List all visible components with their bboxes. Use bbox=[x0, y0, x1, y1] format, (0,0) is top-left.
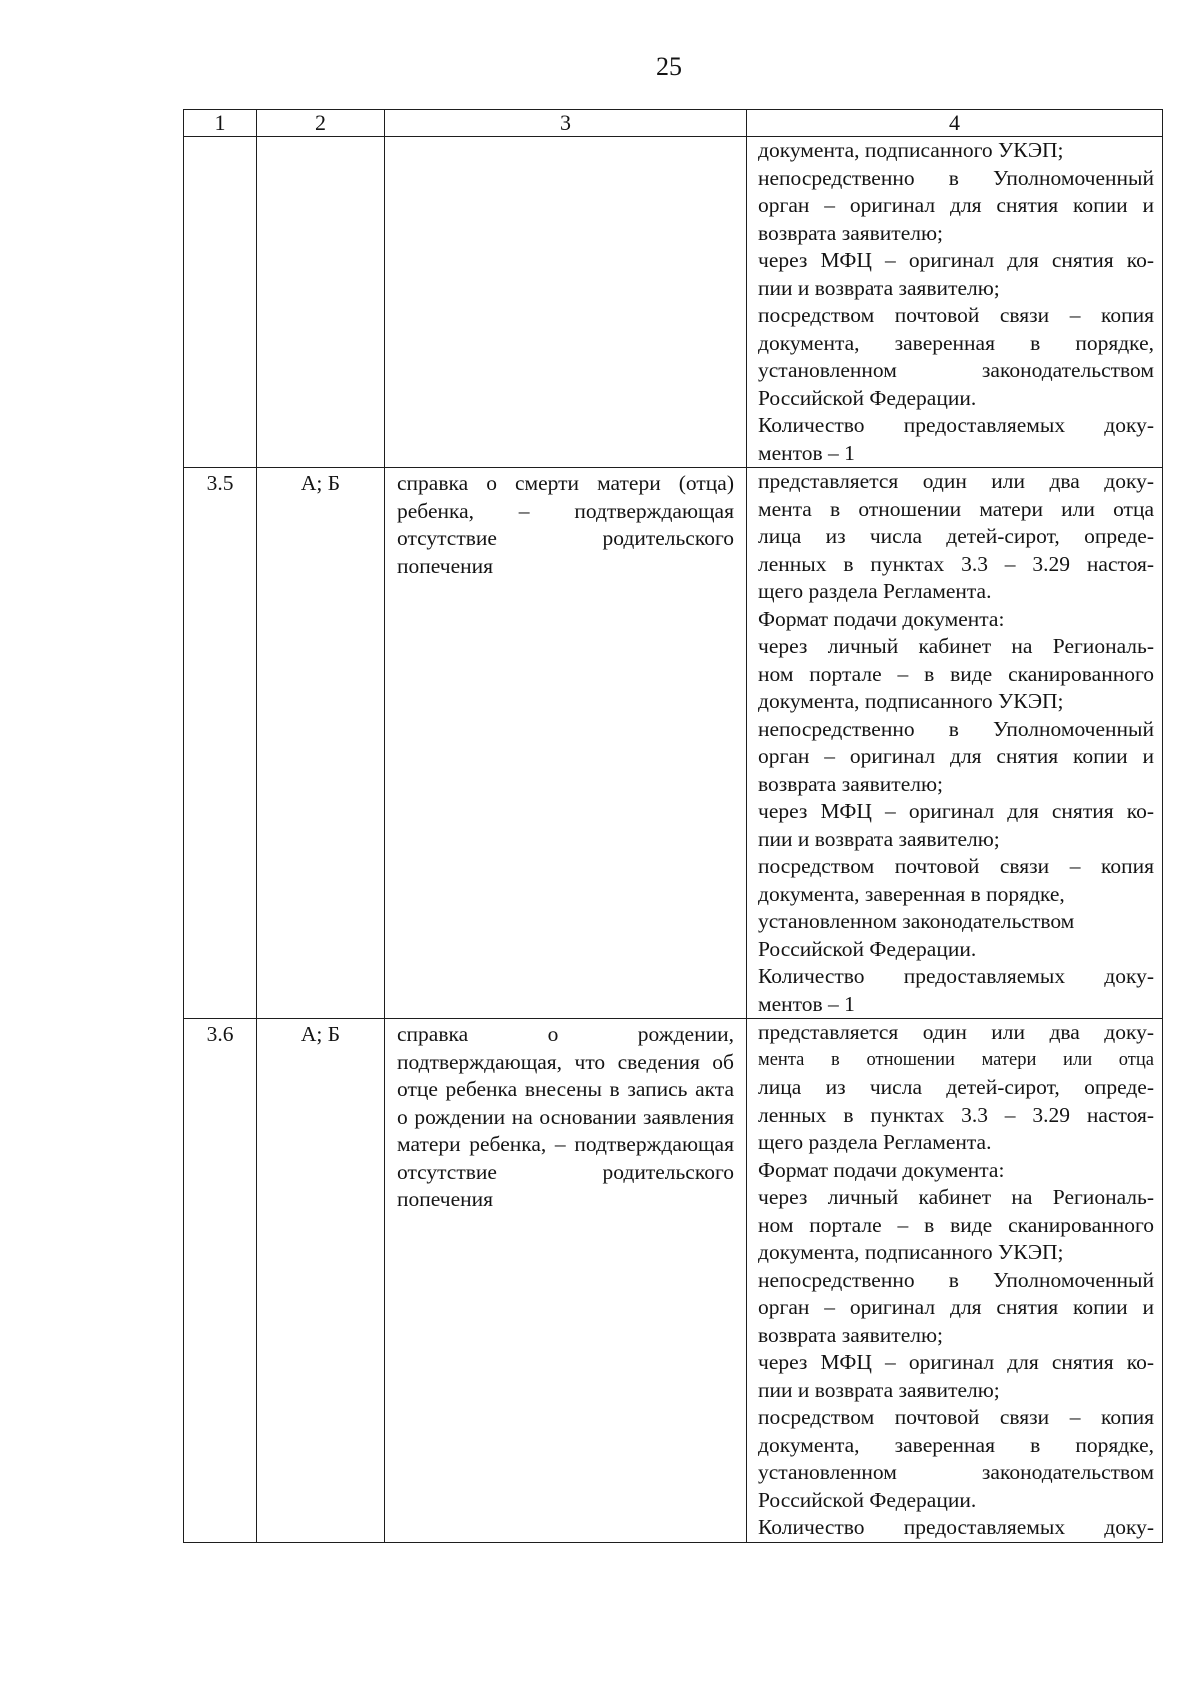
description-line: установленном законодательством bbox=[758, 1460, 1154, 1484]
description-line: ментов – 1 bbox=[758, 991, 855, 1016]
row-code-cell: А; Б bbox=[257, 1019, 385, 1543]
description-line: Формат подачи документа: bbox=[758, 606, 1005, 631]
description-line: Количество предоставляемых доку- bbox=[758, 413, 1154, 437]
page-number: 25 bbox=[656, 52, 682, 81]
row-description-cell bbox=[747, 1019, 1163, 1543]
description-line: через МФЦ – оригинал для снятия ко- bbox=[758, 1350, 1154, 1374]
description-line: документа, заверенная в порядке, bbox=[758, 1432, 1154, 1457]
description-line: Российской Федерации. bbox=[758, 385, 977, 410]
description-line: посредством почтовой связи – копия bbox=[758, 854, 1154, 878]
row-description-cell bbox=[747, 468, 1163, 1019]
description-line: документа, заверенная в порядке, bbox=[758, 330, 1154, 355]
row-code-cell bbox=[257, 137, 385, 468]
description-line: Количество предоставляемых доку- bbox=[758, 964, 1154, 988]
description-line: через личный кабинет на Региональ- bbox=[758, 1185, 1154, 1209]
requirements-table bbox=[183, 109, 1163, 1543]
row-document-cell: справка о рождении, подтверждающая, что сведения об отце ребенка внесены в запись акта о рождении на основании заявления матери ребенка, – подтверждающая отсутствие родительского попечения bbox=[385, 1019, 747, 1543]
description-line: непосредственно в Уполномоченный bbox=[758, 716, 1154, 741]
description-line: Формат подачи документа: bbox=[758, 1157, 1005, 1182]
description-line: щего раздела Регламента. bbox=[758, 1130, 992, 1154]
table-row bbox=[184, 1019, 1163, 1543]
description-line: Российской Федерации. bbox=[758, 1487, 977, 1512]
description-line: мента в отношении матери или отца bbox=[758, 1049, 1154, 1070]
column-header: 1 bbox=[184, 110, 257, 137]
row-document-cell: справка о смерти матери (отца) ребенка, – подтверждающая отсутствие родительского попечения bbox=[385, 468, 747, 1019]
row-number-cell: 3.6 bbox=[184, 1019, 257, 1543]
description-line: мента в отношении матери или отца bbox=[758, 496, 1154, 521]
description-line: посредством почтовой связи – копия bbox=[758, 303, 1154, 327]
description-line: орган – оригинал для снятия копии и bbox=[758, 1295, 1154, 1319]
description-line: пии и возврата заявителю; bbox=[758, 1377, 1000, 1402]
description-line: ленных в пунктах 3.3 – 3.29 настоя- bbox=[758, 551, 1154, 576]
description-line: документа, подписанного УКЭП; bbox=[758, 138, 1064, 162]
row-number-cell bbox=[184, 137, 257, 468]
description-line: документа, подписанного УКЭП; bbox=[758, 689, 1064, 713]
description-line: документа, подписанного УКЭП; bbox=[758, 1240, 1064, 1264]
table-row bbox=[184, 137, 1163, 468]
description-line: орган – оригинал для снятия копии и bbox=[758, 744, 1154, 768]
description-line: лица из числа детей-сирот, опреде- bbox=[758, 1075, 1154, 1099]
description-line: пии и возврата заявителю; bbox=[758, 826, 1000, 851]
description-line: через МФЦ – оригинал для снятия ко- bbox=[758, 248, 1154, 272]
description-line: ном портале – в виде сканированного bbox=[758, 1212, 1154, 1237]
description-line: ленных в пунктах 3.3 – 3.29 настоя- bbox=[758, 1102, 1154, 1127]
description-line: установленном законодательством bbox=[758, 358, 1154, 382]
description-line: представляется один или два доку- bbox=[758, 469, 1154, 493]
description-line: возврата заявителю; bbox=[758, 1322, 943, 1347]
row-document-cell bbox=[385, 137, 747, 468]
description-line: ном портале – в виде сканированного bbox=[758, 661, 1154, 686]
description-line: Российской Федерации. bbox=[758, 936, 977, 961]
description-line: пии и возврата заявителю; bbox=[758, 275, 1000, 300]
row-number-cell: 3.5 bbox=[184, 468, 257, 1019]
description-line: лица из числа детей-сирот, опреде- bbox=[758, 524, 1154, 548]
description-line: установленном законодательством bbox=[758, 909, 1075, 933]
description-line: посредством почтовой связи – копия bbox=[758, 1405, 1154, 1429]
description-line: непосредственно в Уполномоченный bbox=[758, 165, 1154, 190]
description-line: через МФЦ – оригинал для снятия ко- bbox=[758, 799, 1154, 823]
description-line: возврата заявителю; bbox=[758, 220, 943, 245]
description-line: ментов – 1 bbox=[758, 440, 855, 465]
description-line: орган – оригинал для снятия копии и bbox=[758, 193, 1154, 217]
table-header-row bbox=[184, 110, 1163, 137]
description-line: Количество предоставляемых доку- bbox=[758, 1515, 1154, 1539]
description-line: через личный кабинет на Региональ- bbox=[758, 634, 1154, 658]
description-line: щего раздела Регламента. bbox=[758, 579, 992, 603]
row-description-cell bbox=[747, 137, 1163, 468]
column-header: 3 bbox=[385, 110, 747, 137]
column-header: 4 bbox=[747, 110, 1163, 137]
column-header: 2 bbox=[257, 110, 385, 137]
description-line: непосредственно в Уполномоченный bbox=[758, 1267, 1154, 1292]
description-line: возврата заявителю; bbox=[758, 771, 943, 796]
table-row bbox=[184, 468, 1163, 1019]
description-line: представляется один или два доку- bbox=[758, 1020, 1154, 1044]
row-code-cell: А; Б bbox=[257, 468, 385, 1019]
description-line: документа, заверенная в порядке, bbox=[758, 881, 1065, 906]
